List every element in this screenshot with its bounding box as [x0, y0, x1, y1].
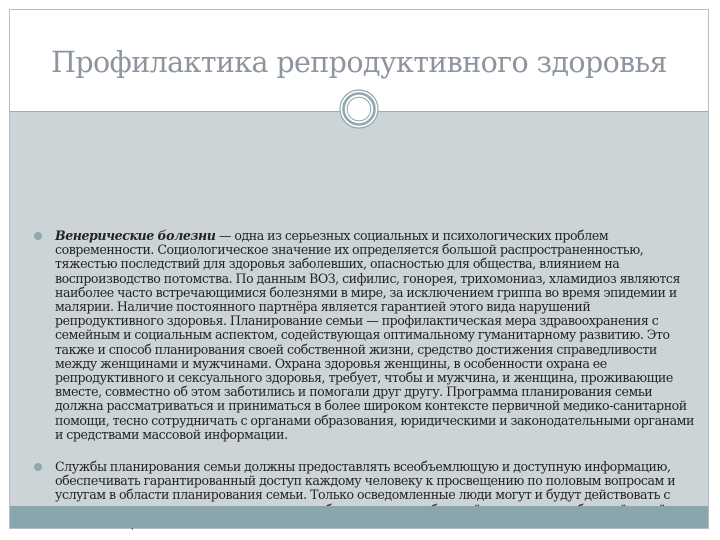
bullet-icon	[34, 232, 42, 240]
bullet-icon	[34, 463, 42, 471]
content-panel	[10, 111, 708, 506]
slide	[9, 9, 709, 529]
footer-bar	[10, 506, 708, 528]
bullet-text: — одна из серьезных социальных и психологических проблем современности. Социологическое значение их определяется большой распространенностью, тяжестью последствий для здоровья заболевших, опасностью для общества, влиянием на воспроизводство потомства. По данным ВОЗ, сифилис, гонорея, трихомониаз, хламидиоз являются наиболее часто встречающимися болезнями в мире, за исключением гриппа во время эпидемии и малярии. Наличие постоянного партнёра является гарантией этого вида нарушений репродуктивного здоровья. Планирование семьи — профилактическая мера здравоохранения с семейным и социальным аспектом, содействующая оптимальному гуманитарному развитию. Это также и способ планирования своей собственной жизни, средство достижения справедливости между женщинами и мужчинами. Охрана здоровья женщины, в особенности охрана ее репродуктивного и сексуального здоровья, требует, чтобы и мужчина, и женщина, проживающие вместе, совместно об этом заботились и помогали друг другу. Программа планирования семьи должна рассматриваться и приниматься в более широком контексте первичной медико-санитарной помощи, тесно сотрудничать с органами образования, юридическими и законодательными органами и средствами массовой информации.	[55, 228, 694, 442]
slide-title: Профилактика репродуктивного здоровья	[51, 46, 667, 79]
title-area	[10, 10, 708, 94]
bullet-item-sti	[34, 229, 694, 442]
bullet-term: Венерические болезни	[55, 228, 216, 243]
double-circle-ornament-icon	[339, 89, 379, 129]
bullet-list	[34, 229, 694, 531]
bullet-text: Службы планирования семьи должны предоставлять всеобъемлющую и доступную информацию, обеспечивать гарантированный доступ каждому человеку к просвещению по половым вопросам и услугам в области планирования семьи. Только осведомленные люди могут и будут действовать с	[55, 459, 676, 503]
